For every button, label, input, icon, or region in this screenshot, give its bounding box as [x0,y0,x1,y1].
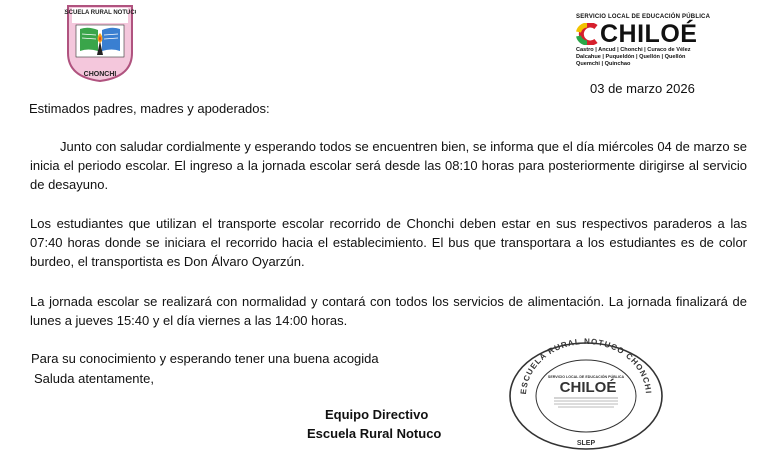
agency-logo [576,14,746,68]
letter-paragraph-2: Los estudiantes que utilizan el transporte escolar recorrido de Chonchi deben estar en sus respectivos paraderos a las 07:40 horas donde se iniciara el recorrido hacia el establecimiento. El bus que transportara a los estudiantes es de color burdeo, el transportista es Don Álvaro Oyarzún. [30,216,747,269]
stamp-ring-text: ESCUELA RURAL NOTUCO CHONCHI [518,336,653,395]
agency-communes [576,47,746,68]
crest-school-name: ESCUELA RURAL NOTUCO [64,10,136,16]
agency-brand-name: CHILOÉ [600,20,698,48]
official-stamp [508,334,664,450]
letter-date: 03 de marzo 2026 [590,81,695,96]
signature-line-1: Equipo Directivo [325,407,429,422]
letter-paragraph-3: La jornada escolar se realizará con normalidad y contará con todos los servicios de alimentación. La jornada finalizará de lunes a jueves 15:40 y el día viernes a las 14:00 horas. [30,294,747,328]
agency-communes-line-1: Castro | Ancud | Chonchi | Curaco de Vélez [576,47,691,53]
school-crest-logo [64,3,136,83]
letter-greeting: Estimados padres, madres y apoderados: [29,101,270,116]
agency-brand-row [576,21,746,47]
agency-top-line: SERVICIO LOCAL DE EDUCACIÓN PÚBLICA [576,14,711,20]
letter-closing-line-1: Para su conocimiento y esperando tener una buena acogida [31,351,379,366]
agency-communes-line-2: Dalcahue | Puqueldón | Quellón | Quellón [576,54,686,60]
agency-brand-mark-icon [576,23,598,45]
stamp-center-brand: CHILOÉ [559,379,617,396]
letter-closing-line-2: Saluda atentamente, [34,371,154,386]
letter-paragraph-1: Junto con saludar cordialmente y esperando todos se encuentren bien, se informa que el día miércoles 04 de marzo se inicia el periodo escolar. El ingreso a la jornada escolar será desde las 08:10 horas para posteriormente dirigirse al servicio de desayuno. [30,139,747,192]
stamp-center-top: SERVICIO LOCAL DE EDUCACIÓN PÚBLICA [547,375,625,379]
crest-place-name: CHONCHI [83,71,117,78]
signature-line-2: Escuela Rural Notuco [307,426,442,441]
agency-communes-line-3: Quemchi | Quinchao [576,61,631,67]
stamp-bottom-text: SLEP [576,440,596,447]
